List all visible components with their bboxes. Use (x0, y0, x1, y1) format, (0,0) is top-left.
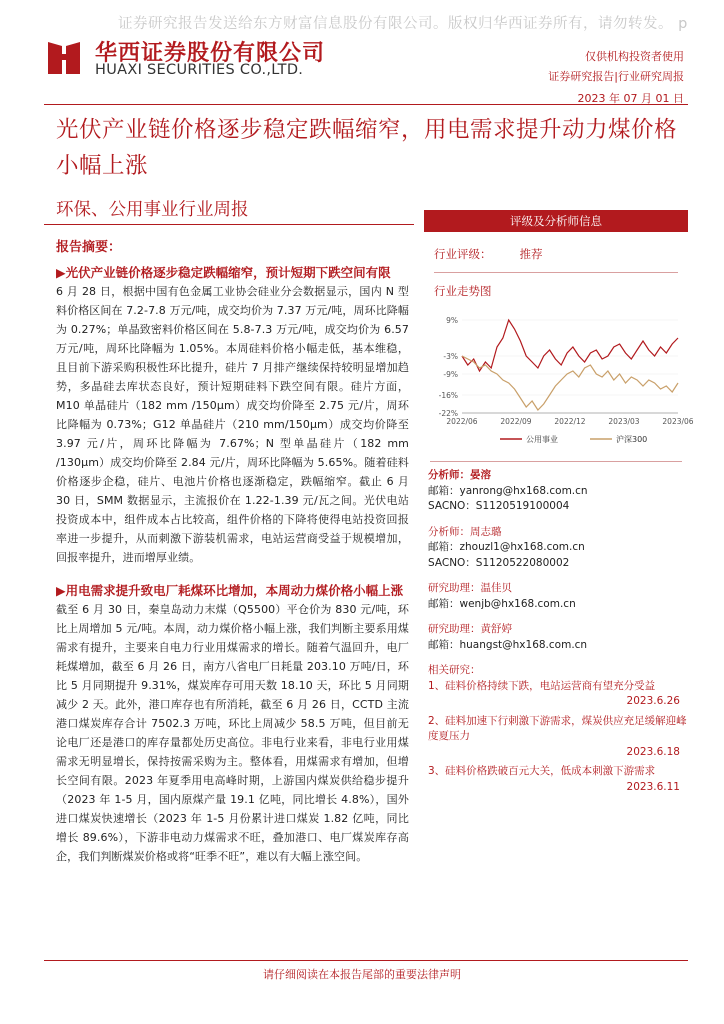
industry-rating (434, 246, 688, 262)
sidebar-bar-title: 评级及分析师信息 (424, 210, 688, 232)
related-research (428, 663, 688, 795)
audience-label: 仅供机构投资者使用 (585, 50, 684, 63)
summary-column (56, 238, 409, 866)
y-tick-label: -16% (438, 391, 458, 400)
sidebar (424, 210, 694, 799)
analyst-1-role: 分析师：晏溶 (428, 469, 491, 481)
subtitle-divider (44, 224, 414, 225)
analyst-4-role: 研究助理：黄舒婷 (428, 623, 512, 635)
analyst-list (428, 468, 688, 653)
report-type-label: 证券研究报告|行业研究周报 (548, 70, 684, 83)
report-title: 光伏产业链价格逐步稳定跌幅缩窄，用电需求提升动力煤价格小幅上涨 (56, 117, 678, 179)
huaxi-logo-icon (44, 36, 84, 76)
x-tick-label: 2023/06 (662, 417, 694, 426)
trend-chart (430, 303, 694, 453)
x-tick-label: 2022/12 (554, 417, 586, 426)
y-tick-label: -9% (443, 370, 458, 379)
y-tick-label: -22% (438, 409, 458, 418)
y-tick-label: 9% (446, 316, 458, 325)
y-tick-label: -3% (443, 352, 458, 361)
legend-label-2: 沪深300 (616, 435, 648, 444)
related-title: 相关研究： (428, 664, 481, 676)
x-tick-label: 2022/06 (446, 417, 478, 426)
analyst-3-role: 研究助理：温佳贝 (428, 582, 512, 594)
section-title-coal: ▶用电需求提升致电厂耗煤环比增加，本周动力煤价格小幅上涨 (56, 583, 404, 598)
summary-heading: 报告摘要： (56, 240, 122, 255)
analyst-4 (428, 622, 688, 653)
related-date-2: 2023.6.18 (626, 745, 680, 758)
section-body-pv: 6 月 28 日，根据中国有色金属工业协会硅业分会数据显示，国内 N 型料价格区间在 7.2-7.8 万元/吨，成交均价为 7.37 万元/吨，周环比降幅为 0.27%；单晶致密料价格区间在 5.8-7.3 万元/吨，成交均价为 6.57 万元/吨，周环比降幅为 1.05%。本周硅料价格小幅走低，基本维稳，且目前下游采购积极性环比提升，硅片 7 月排产继续保持较明显增加趋势，多晶硅去库状态良好，预计短期硅料下跌空间有限。硅片方面，M10 单晶硅片（182 mm /150μm）成交均价降至 2.75 元/片，周环比降幅为 0.73%；G12 单晶硅片（210 mm/150μm）成交均价降至 3.97 元/片，周环比降幅为 7.67%；N 型单晶硅片（182 mm /130μm）成交均价降至 2.84 元/片，周环比降幅为 5.65%。随着硅料价格逐步企稳，硅片、电池片价格也逐渐稳定，跌幅缩窄。截止 6 月 30 日，SMM 数据显示，主流报价在 1.22-1.39 元/瓦之间。光伏电站投资成本中，组件成本占比较高，组件价格的下降将使得电站投资回报率进一步提升，从而刺激下游装机需求，电站运营商受益于规模增加，回报率提升，进而增厚业绩。 (56, 285, 409, 564)
section-body-coal: 截至 6 月 30 日，秦皇岛动力末煤（Q5500）平仓价为 830 元/吨，环比上周增加 5 元/吨。本周，动力煤价格小幅上涨，我们判断主要系用煤需求有提升，主要来自电力行业用煤需求的增长。随着气温回升，电厂耗煤增加，截至 6 月 26 日，南方八省电厂日耗量 203.10 万吨/日，环比 5 月同期提升 9.31%，煤炭库存可用天数 18.10 天，环比 5 月同期减少 2 天。此外，港口库存也有所消耗，截至 6 月 26 日，CCTD 主流港口煤炭库存合计 7502.3 万吨，环比上周减少 58.5 万吨，但目前无论电厂还是港口的库存量都处历史高位。非电行业来看，非电行业用煤需求无明显增长，保持按需采购为主。整体看，用煤需求有增加，但增长空间有限。2023 年夏季用电高峰时期，上游国内煤炭供给稳步提升（2023 年 1-5 月，国内原煤产量 19.1 亿吨，同比增长 4.8%），国外进口煤炭快速增长（2023 年 1-5 月份累计进口煤炭 1.82 亿吨，同比增长 89.6%），下游非电动力煤需求不旺，叠加港口、电厂煤炭库存高企，我们判断煤炭价格或将“旺季不旺”，难以有大幅上涨空间。 (56, 603, 409, 863)
section-title-pv: ▶光伏产业链价格逐步稳定跌幅缩窄，预计短期下跌空间有限 (56, 265, 391, 280)
analyst-1 (428, 468, 688, 515)
rating-label: 行业评级： (434, 247, 492, 261)
analyst-1-email[interactable]: 邮箱：yanrong@hx168.com.cn (428, 484, 588, 497)
related-date-3: 2023.6.11 (626, 780, 680, 793)
related-item-3[interactable]: 3、硅料价格跌破百元大关，低成本刺激下游需求 (428, 765, 656, 777)
watermark-text: 证券研究报告发送给东方财富信息股份有限公司。版权归华西证券所有，请勿转发。 p (118, 16, 688, 32)
chart-divider (430, 461, 682, 462)
company-name-en: HUAXI SECURITIES CO.,LTD. (95, 62, 304, 78)
analyst-2-role: 分析师：周志璐 (428, 525, 502, 538)
series-line-1 (462, 320, 678, 371)
analyst-1-sacno: SACNO：S1120519100004 (428, 500, 570, 512)
analyst-3-email[interactable]: 邮箱：wenjb@hx168.com.cn (428, 597, 576, 610)
legend-label-1: 公用事业 (526, 435, 558, 444)
analyst-4-email[interactable]: 邮箱：huangst@hx168.com.cn (428, 638, 588, 651)
x-tick-label: 2023/03 (608, 417, 640, 426)
series-line-2 (462, 356, 678, 410)
company-name-cn: 华西证券股份有限公司 (95, 41, 326, 66)
analyst-2 (428, 525, 688, 572)
report-subtitle: 环保、公用事业行业周报 (56, 200, 249, 220)
trend-title: 行业走势图 (434, 284, 492, 298)
footer-divider (44, 960, 688, 961)
footer-disclaimer: 请仔细阅读在本报告尾部的重要法律声明 (263, 968, 461, 981)
analyst-3 (428, 581, 688, 612)
report-date: 2023 年 07 月 01 日 (577, 92, 684, 105)
x-tick-label: 2022/09 (500, 417, 532, 426)
analyst-2-sacno: SACNO：S1120522080002 (428, 556, 570, 569)
header-divider (44, 104, 688, 105)
rating-value: 推荐 (519, 247, 543, 261)
related-item-2[interactable]: 2、硅料加速下行刺激下游需求，煤炭供应充足缓解迎峰度夏压力 (428, 714, 687, 742)
analyst-2-email[interactable]: 邮箱：zhouzl1@hx168.com.cn (428, 541, 585, 553)
rating-divider (434, 272, 678, 273)
related-item-1[interactable]: 1、硅料价格持续下跌，电站运营商有望充分受益 (428, 679, 656, 692)
related-date-1: 2023.6.26 (626, 695, 680, 707)
